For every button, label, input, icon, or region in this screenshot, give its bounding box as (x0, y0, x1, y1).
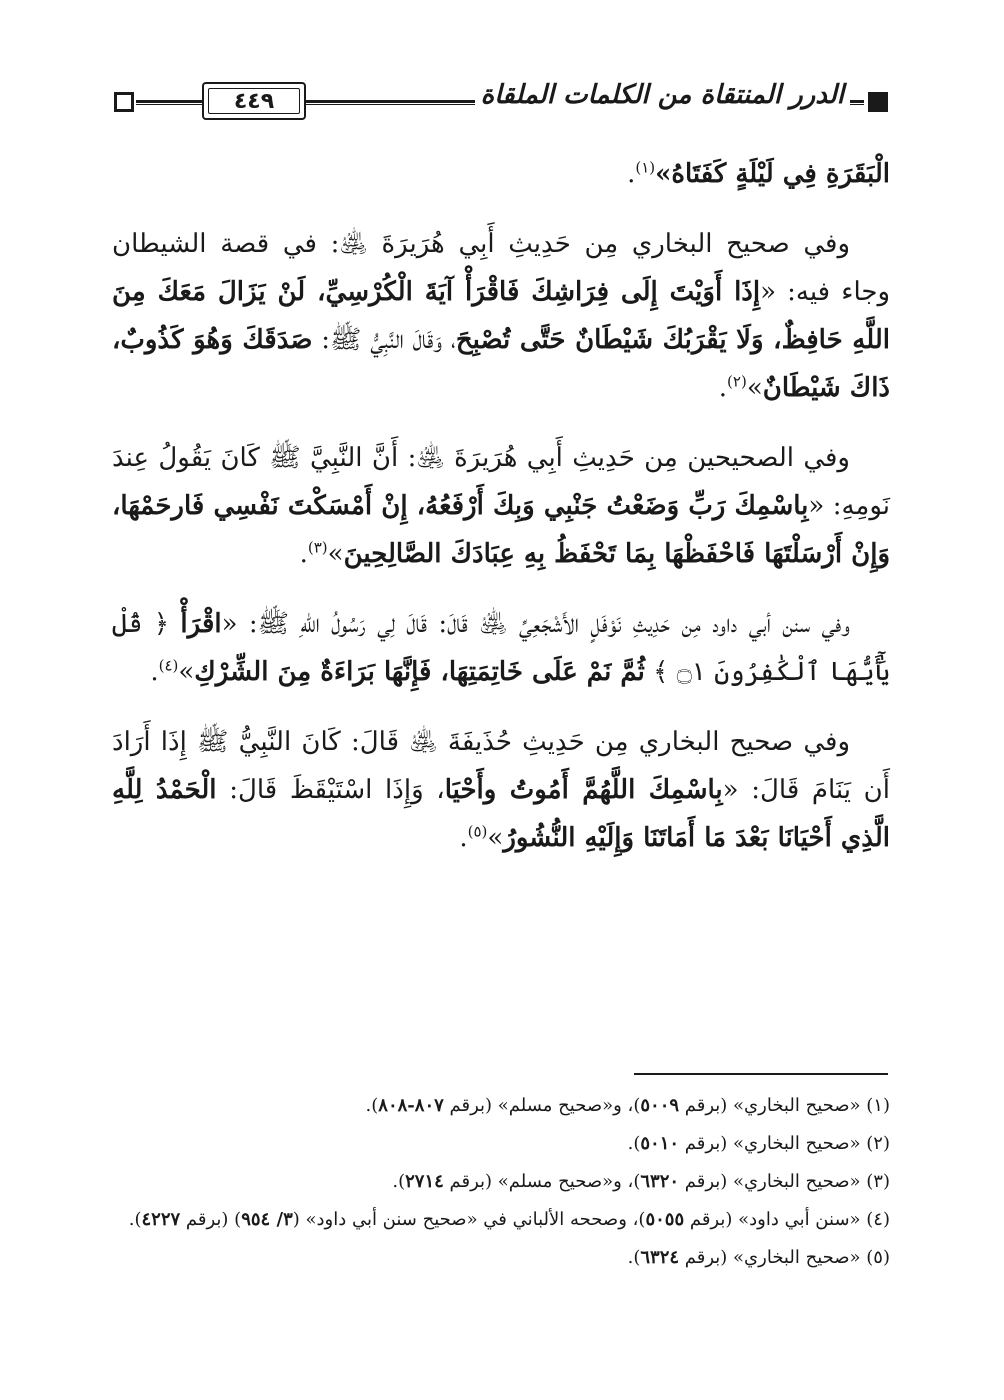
bold-text: ٤٢٢٧ (141, 1209, 181, 1230)
paragraph (112, 718, 890, 862)
text-span: وفي صحيح البخاري مِن حَدِيثِ أَبِي هُرَيرَةَ ﵁: في قصة الشيطان وجاء فيه: « (112, 229, 891, 307)
bold-text: ٨٠٧-٨٠٨ (378, 1095, 444, 1116)
footnote-ref: (٤) (158, 656, 179, 675)
text-span: ﴿ قُلْ يَٰٓأَيُّهَا ٱلْكَٰفِرُونَ ۝١ ﴾ (112, 609, 890, 687)
bold-text: الْبَقَرَةِ فِي لَيْلَةٍ كَفَتَاهُ» (655, 159, 890, 189)
footnote (112, 1242, 890, 1273)
bold-text: ٦٣٢٠ (640, 1171, 680, 1192)
footnote-ref: (٣) (307, 538, 328, 557)
text-span: » (746, 373, 763, 403)
bold-text: ٥٠١٠ (640, 1133, 680, 1154)
text-span: . (459, 823, 468, 853)
page-header (114, 80, 888, 124)
text-span: » (178, 657, 195, 687)
header-title: الدرر المنتقاة من الكلمات الملقاة (475, 80, 850, 110)
text-span: . (150, 657, 159, 687)
bold-text: بِاسْمِكَ رَبِّ وَضَعْتُ جَنْبِي وَبِكَ أَرْفَعُهُ، إِنْ أَمْسَكْتَ نَفْسِي فَارحَمْهَا، وَإِنْ أَرْسَلْتَهَا فَاحْفَظْهَا بِمَا تَحْفَظُ بِهِ عِبَادَكَ الصَّالِحِينَ (112, 491, 890, 569)
bold-text: بِاسْمِكَ اللَّهُمَّ أَمُوتُ وأَحْيَا (444, 775, 723, 805)
text-span: ). (128, 1209, 142, 1230)
footnote (112, 1128, 890, 1159)
page-number: ٤٤٩ (233, 88, 275, 114)
bold-text: إِذَا أَوَيْتَ إِلَى فِرَاشِكَ فَاقْرَأْ آيَةَ الْكُرْسِيِّ، لَنْ يَزَالَ مَعَكَ مِنَ اللَّهِ حَافِظٌ، وَلَا يَقْرَبُكَ شَيْطَانٌ حَتَّى تُصْبِحَ (112, 277, 890, 355)
bold-text: ٦٣٢٤ (640, 1247, 680, 1268)
text-span: » (487, 823, 504, 853)
footnote (112, 1204, 890, 1235)
paragraph (112, 434, 890, 578)
header-rule-left-thin (136, 104, 202, 105)
text-span: » (327, 539, 344, 569)
text-span: . (718, 373, 728, 403)
text-span: ). (392, 1171, 406, 1192)
footnote-ref: (١) (635, 158, 656, 177)
text-span: (٣) «صحيح البخاري» (برقم (679, 1171, 890, 1192)
text-span: )، و«صحيح مسلم» (برقم (443, 1095, 641, 1116)
text-span: وفي سنن أبي داود مِن حَدِيثِ نَوْفَلٍ الأَشْجَعِيِّ ﵁ قَالَ: قَالَ لِي رَسُولُ اللهِ ﷺ: « (221, 609, 850, 639)
text-span: ، وَقَالَ النَّبِيُّ ﷺ: (312, 325, 456, 355)
text-span: (٥) «صحيح البخاري» (برقم (679, 1247, 890, 1268)
bold-text: ٥٠٠٩ (640, 1095, 680, 1116)
paragraph (112, 220, 890, 412)
text-span: (٤) «سنن أبي داود» (برقم (684, 1209, 890, 1230)
text-span: . (627, 159, 636, 189)
page-number-badge (202, 82, 306, 120)
text-span: ). (365, 1095, 379, 1116)
text-span: ، وَإِذَا اسْتَيْقَظَ قَالَ: (216, 775, 445, 805)
text-span: )، وصححه الألباني في «صحيح سنن أبي داود» ( (292, 1209, 646, 1230)
paragraph (112, 600, 890, 696)
header-rule-left (136, 100, 202, 103)
bold-text: ٢٧١٤ (405, 1171, 444, 1192)
text-span: وفي الصحيحين مِن حَدِيثِ أَبِي هُرَيرَةَ ﵁: أَنَّ النَّبِيَّ ﷺ كَانَ يَقُولُ عِندَ نَومِهِ: « (112, 443, 890, 521)
main-text (112, 150, 890, 884)
footnote-ref: (٢) (727, 372, 747, 391)
bold-text: اقْرَأْ (180, 609, 222, 639)
text-span: ). (627, 1133, 641, 1154)
header-square-left (114, 92, 134, 112)
bold-text: ثُمَّ نَمْ عَلَى خَاتِمَتِهَا، فَإِنَّهَا بَرَاءَةٌ مِنَ الشِّرْكِ (194, 657, 645, 687)
footnotes (112, 1090, 890, 1280)
bold-text: الْحَمْدُ لِلَّهِ الَّذِي أَحْيَانَا بَعْدَ مَا أَمَاتَنَا وَإِلَيْهِ النُّشُورُ (112, 775, 890, 853)
text-span: (١) «صحيح البخاري» (برقم (679, 1095, 890, 1116)
text-span: . (299, 539, 308, 569)
text-span: ) (برقم (180, 1209, 242, 1230)
bold-text: صَدَقَكَ وَهُوَ كَذُوبٌ، ذَاكَ شَيْطَانٌ (112, 325, 890, 403)
text-span: (٢) «صحيح البخاري» (برقم (679, 1133, 890, 1154)
bold-text: ٣/ ٩٥٤ (241, 1209, 293, 1230)
header-square-right (868, 92, 888, 112)
text-span: )، و«صحيح مسلم» (برقم (443, 1171, 641, 1192)
text-span: وفي صحيح البخاري مِن حَدِيثِ حُذَيفَةَ ﵁ قَالَ: كَانَ النَّبِيُّ ﷺ إِذَا أَرَادَ أَن يَنَامَ قَالَ: « (112, 727, 890, 805)
paragraph (112, 150, 890, 198)
text-span: ). (627, 1247, 641, 1268)
bold-text: ٥٠٥٥ (645, 1209, 685, 1230)
footnote (112, 1090, 890, 1121)
footnote-separator (634, 1073, 888, 1075)
footnote-ref: (٥) (467, 822, 488, 841)
footnote (112, 1166, 890, 1197)
